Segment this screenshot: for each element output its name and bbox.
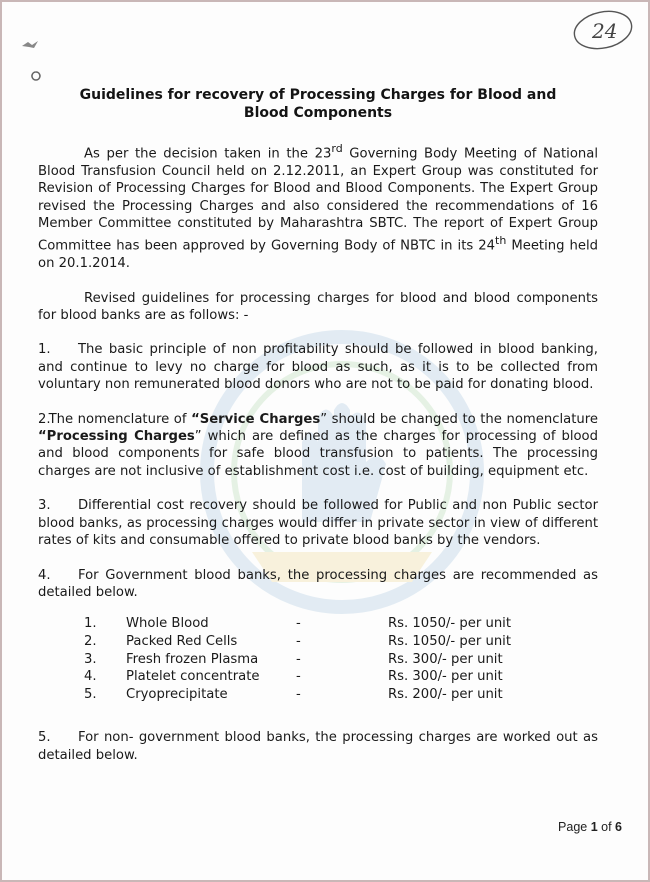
point-4 <box>38 567 598 602</box>
point-2-text-3: ” which are defined as the charges for processing of blood and blood components for safe blood transfusion to patients. The processing charges are not inclusive of establishment cost i.e. cost of building, equipment etc. <box>38 429 598 479</box>
intro-text-2: Governing Body Meeting of National Blood Transfusion Council held on 2.12.2011, an Expert Group was constituted for Revision of Processing Charges for Blood and Blood Components. The Expert Group revised the Processing Charges and also considered the recommendations of 16 Member Committee constituted by Maharashtra SBTC. The report of Expert Group Committee has been approved by Governing Body of NBTC in its 24 <box>38 146 599 254</box>
charge-row <box>84 668 598 686</box>
charge-item: Platelet concentrate <box>126 669 260 685</box>
handwritten-note: 24 <box>592 19 618 43</box>
point-1-text: The basic principle of non profitability should be followed in blood banking, and continue to levy no charge for blood as such, as it is to be collected from voluntary non remunerated blood donors who are not to be paid for donating blood. <box>38 342 598 393</box>
intro-sup-2: th <box>495 234 507 248</box>
handwritten-annotation <box>570 8 636 52</box>
scan-speck-icon <box>30 70 42 82</box>
charge-number: 1. <box>84 616 97 632</box>
point-2-text-2: ” should be changed to the nomenclature <box>320 411 598 427</box>
charge-dash: - <box>296 651 301 667</box>
document-body <box>38 86 598 781</box>
intro-text-3: Meeting held on 20.1.2014. <box>38 238 599 272</box>
point-4-text: For Government blood banks, the processing charges are recommended as detailed below. <box>38 567 598 600</box>
charge-number: 5. <box>84 686 97 702</box>
charge-price: Rs. 1050/- per unit <box>388 633 512 649</box>
charge-dash: - <box>296 616 301 632</box>
charge-row <box>84 686 598 704</box>
title-line-1: Guidelines for recovery of Processing Charges for Blood and <box>79 87 557 103</box>
charge-item: Cryoprecipitate <box>126 686 228 702</box>
intro-sup-1: rd <box>331 142 343 155</box>
title-line-2: Blood Components <box>243 105 393 121</box>
point-5-text: For non- government blood banks, the processing charges are worked out as detailed below. <box>38 730 598 763</box>
charge-item: Packed Red Cells <box>126 633 238 649</box>
page-total: 6 <box>615 820 622 834</box>
point-2 <box>38 411 598 481</box>
point-2-number: 2. <box>38 411 51 427</box>
point-5-number: 5. <box>38 730 51 746</box>
point-2-text-1: The nomenclature of <box>48 411 192 427</box>
point-2-bold-1: “Service Charges <box>191 411 321 427</box>
point-2-bold-2: “Processing Charges <box>38 429 195 445</box>
intro-text-1: As per the decision taken in the 23 <box>84 146 332 162</box>
point-3-text: Differential cost recovery should be followed for Public and non Public sector blood banks, as processing charges would differ in private sector in view of different rates of kits and consumable offered to private blood banks by the vendors. <box>38 498 598 549</box>
charge-price: Rs. 200/- per unit <box>388 686 503 702</box>
point-1-number: 1. <box>38 342 51 358</box>
point-3-number: 3. <box>38 498 51 514</box>
charge-row <box>84 615 598 633</box>
scan-speck-icon <box>20 38 42 54</box>
revised-guidelines-paragraph: Revised guidelines for processing charges for blood and blood components for blood banks are as follows: - <box>38 290 598 324</box>
page-label: Page <box>558 820 591 834</box>
intro-paragraph <box>38 140 598 273</box>
charge-row <box>84 633 598 651</box>
point-1 <box>38 341 598 393</box>
point-5 <box>38 729 598 764</box>
point-4-number: 4. <box>38 567 51 583</box>
page-current: 1 <box>590 820 598 834</box>
charge-number: 4. <box>84 669 97 685</box>
charge-number: 3. <box>84 651 97 667</box>
charge-item: Whole Blood <box>126 616 209 632</box>
charges-list <box>38 615 598 703</box>
charge-row <box>84 651 598 669</box>
charge-dash: - <box>296 669 301 685</box>
charge-price: Rs. 300/- per unit <box>388 669 503 685</box>
charge-dash: - <box>296 633 301 649</box>
point-3 <box>38 497 598 549</box>
charge-price: Rs. 300/- per unit <box>388 651 503 667</box>
document-title <box>38 86 598 122</box>
charge-price: Rs. 1050/- per unit <box>388 616 512 632</box>
charge-item: Fresh frozen Plasma <box>126 651 259 667</box>
page-number <box>558 820 622 834</box>
page-of: of <box>597 820 616 834</box>
charge-dash: - <box>296 686 301 702</box>
charge-number: 2. <box>84 633 97 649</box>
